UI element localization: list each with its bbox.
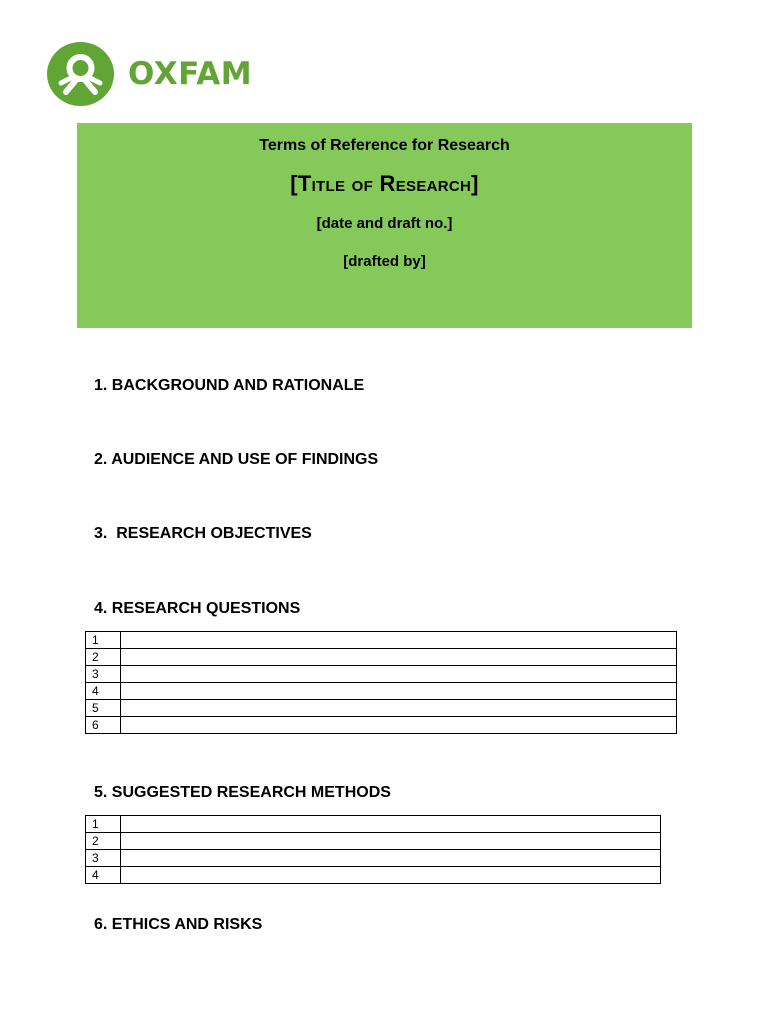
research-method-row-number: 1 [86, 816, 121, 833]
section-heading-objectives: 3. RESEARCH OBJECTIVES [94, 525, 312, 542]
document-type: Terms of Reference for Research [259, 137, 510, 154]
research-question-row-entry[interactable] [121, 649, 677, 666]
research-question-row-number: 5 [86, 700, 121, 717]
research-methods-table [85, 815, 661, 884]
research-question-row-entry[interactable] [121, 700, 677, 717]
research-title: [Title of Research] [290, 171, 479, 196]
research-method-row-entry[interactable] [121, 833, 661, 850]
research-question-row [86, 700, 677, 717]
research-question-row-entry[interactable] [121, 683, 677, 700]
research-questions-rows [86, 632, 677, 734]
section-heading-background: 1. BACKGROUND AND RATIONALE [94, 377, 365, 394]
research-question-row-number: 1 [86, 632, 121, 649]
oxfam-wordmark: OXFAM [128, 55, 253, 92]
section-heading-ethics: 6. ETHICS AND RISKS [94, 916, 263, 933]
research-method-row-entry[interactable] [121, 816, 661, 833]
section-heading-audience: 2. AUDIENCE AND USE OF FINDINGS [94, 451, 379, 468]
research-questions-table [85, 631, 677, 734]
section-heading-methods: 5. SUGGESTED RESEARCH METHODS [94, 784, 391, 801]
section-heading-questions: 4. RESEARCH QUESTIONS [94, 600, 301, 617]
research-question-row-number: 6 [86, 717, 121, 734]
oxfam-logo [47, 42, 252, 106]
research-question-row [86, 717, 677, 734]
oxfam-logo-icon [47, 42, 114, 106]
research-method-row-number: 3 [86, 850, 121, 867]
date-and-draft: [date and draft no.] [316, 215, 453, 232]
research-method-row-number: 2 [86, 833, 121, 850]
research-question-row-number: 2 [86, 649, 121, 666]
research-question-row-entry[interactable] [121, 632, 677, 649]
research-method-row [86, 867, 661, 884]
research-question-row-entry[interactable] [121, 666, 677, 683]
research-method-row-entry[interactable] [121, 850, 661, 867]
research-method-row-number: 4 [86, 867, 121, 884]
research-question-row [86, 666, 677, 683]
research-question-row-entry[interactable] [121, 717, 677, 734]
research-question-row [86, 649, 677, 666]
research-question-row [86, 683, 677, 700]
research-question-row-number: 4 [86, 683, 121, 700]
research-question-row-number: 3 [86, 666, 121, 683]
research-method-row [86, 816, 661, 833]
research-method-row [86, 850, 661, 867]
research-method-row [86, 833, 661, 850]
research-method-row-entry[interactable] [121, 867, 661, 884]
research-question-row [86, 632, 677, 649]
research-methods-rows [86, 816, 661, 884]
header-banner [77, 123, 692, 328]
drafted-by: [drafted by] [343, 253, 426, 270]
